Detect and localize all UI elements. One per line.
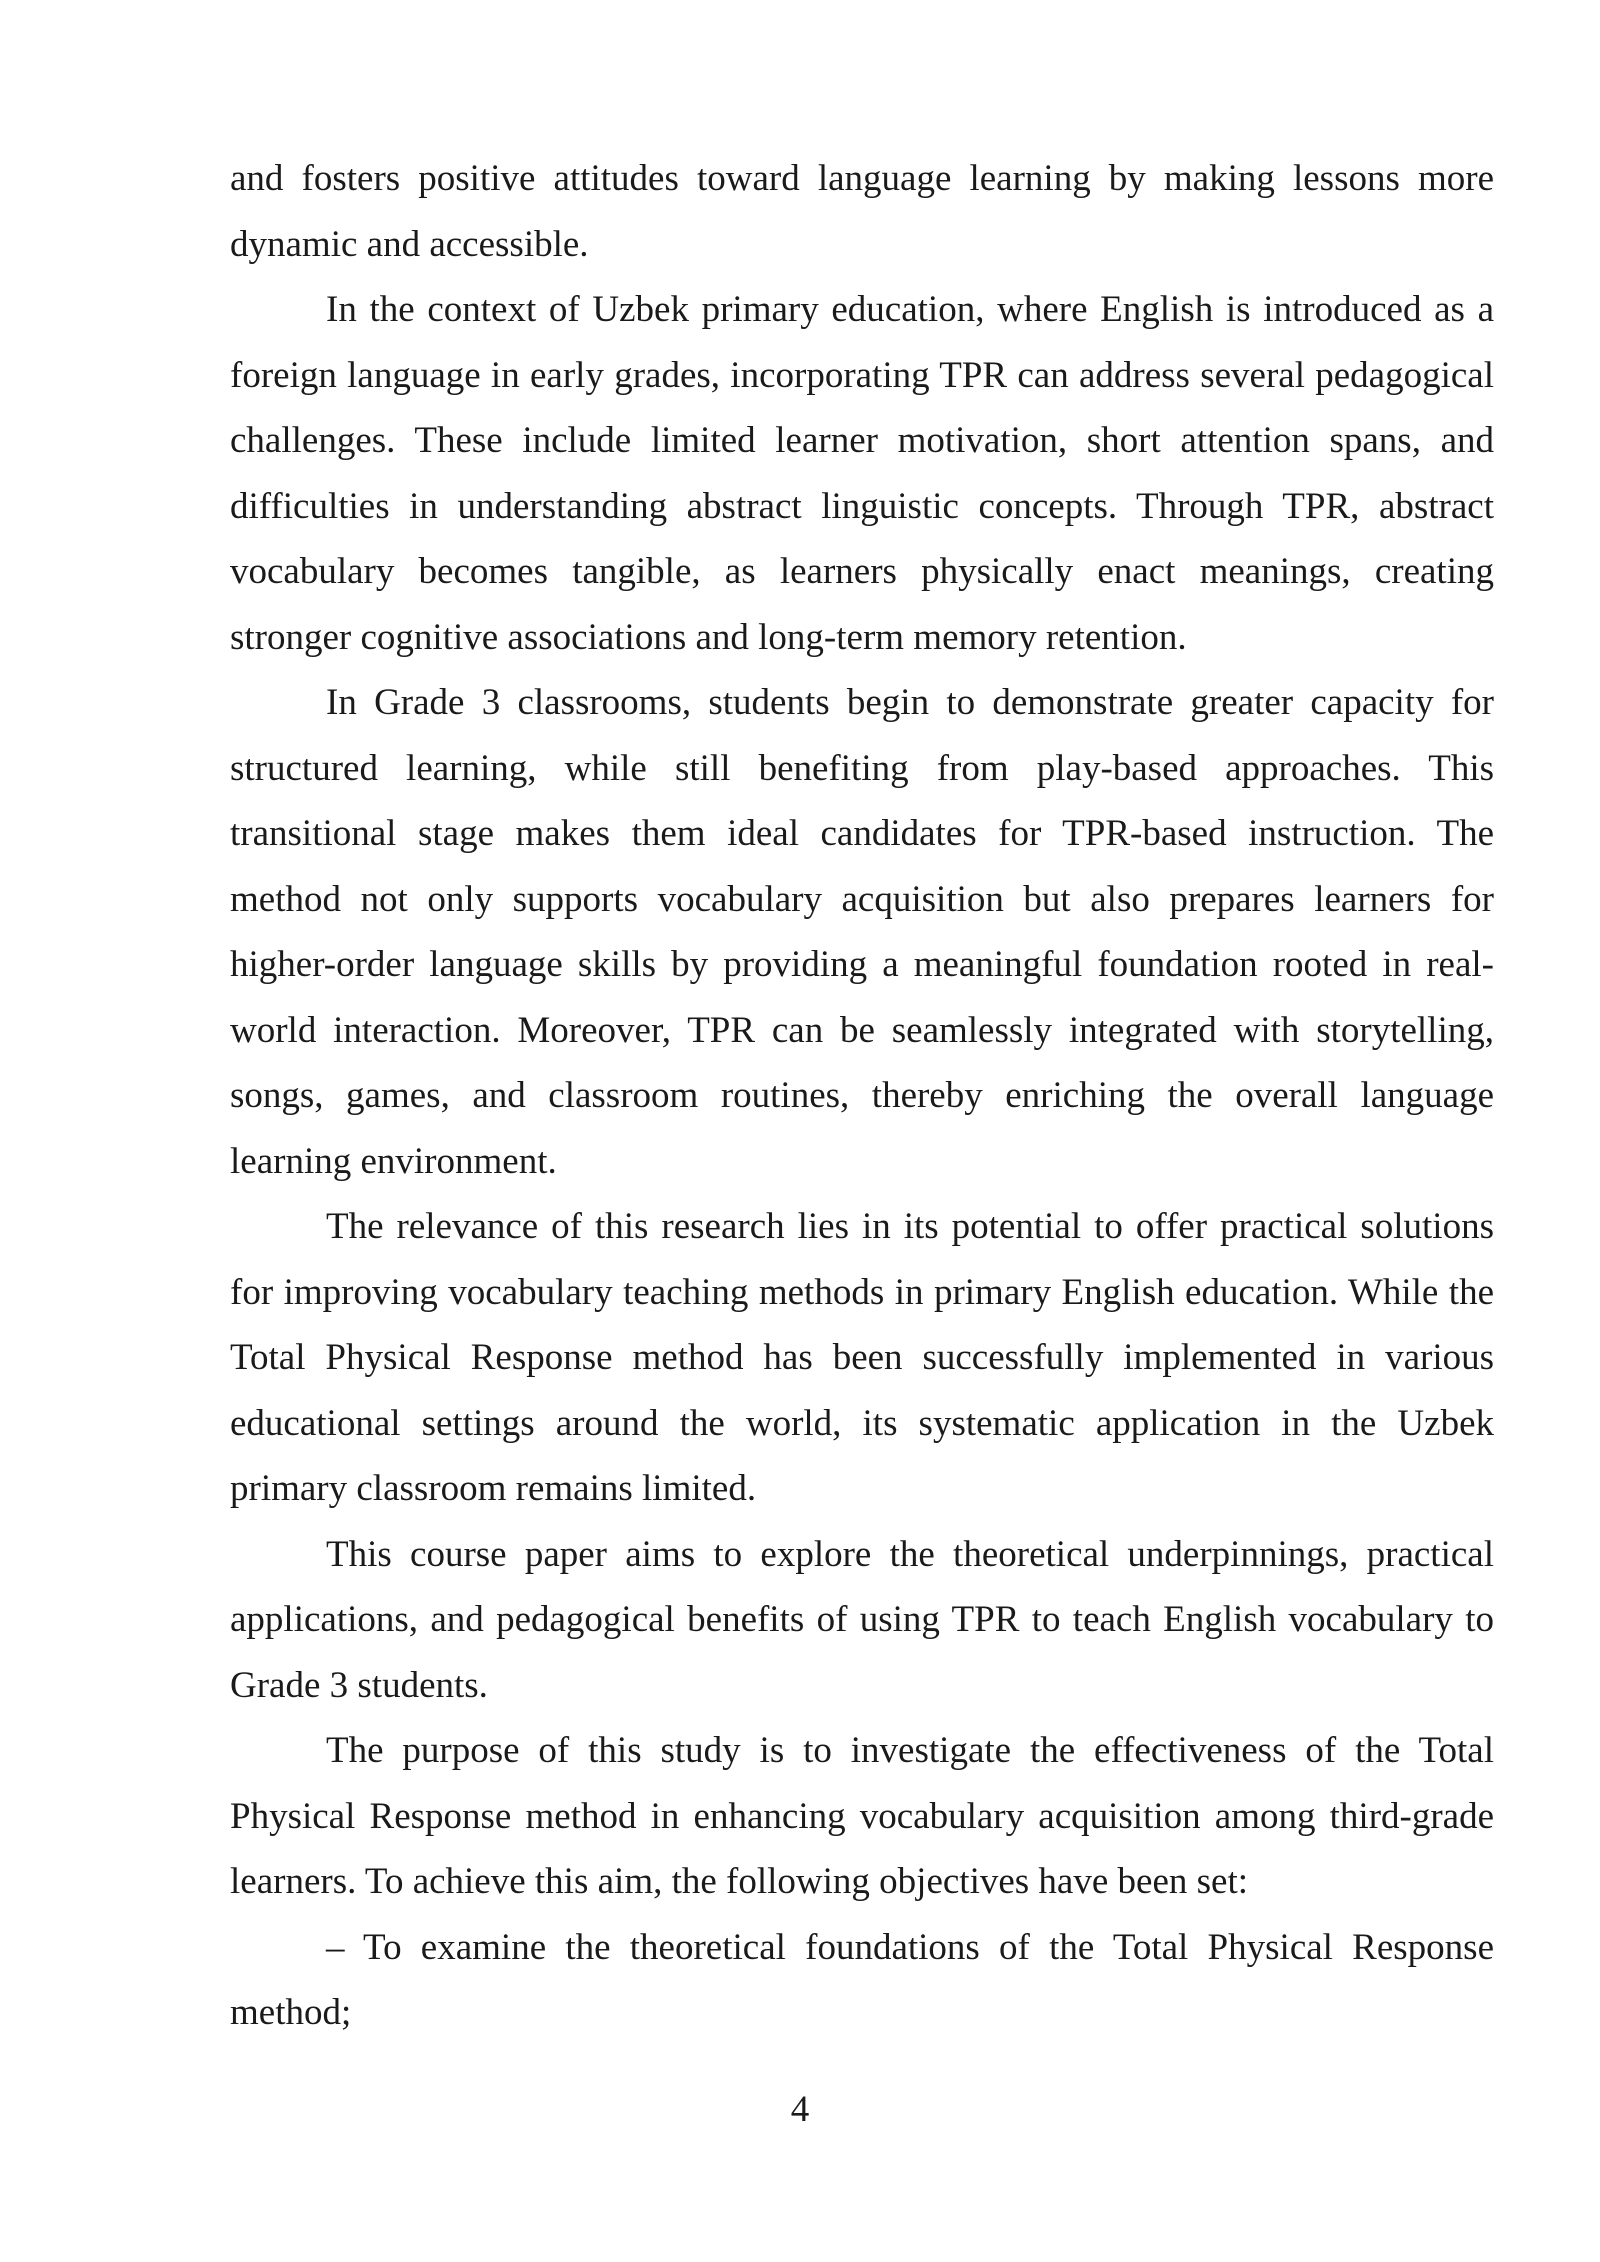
body-text	[230, 146, 1494, 2046]
paragraph-continuation: and fosters positive attitudes toward language learning by making lessons more dynamic and accessible.	[230, 158, 1494, 265]
paragraph-purpose: The purpose of this study is to investigate the effectiveness of the Total Physical Response method in enhancing vocabulary acquisition among third-grade learners. To achieve this aim, the following objectives have been set:	[230, 1730, 1494, 1902]
page-number: 4	[790, 2089, 810, 2130]
paragraph-grade3: In Grade 3 classrooms, students begin to demonstrate greater capacity for structured learning, while still benefiting from play-based approaches. This transitional stage makes them ideal candidates for TPR-based instruction. The method not only supports vocabulary acquisition but also prepares learners for higher-order language skills by providing a meaningful foundation rooted in real-world interaction. Moreover, TPR can be seamlessly integrated with storytelling, songs, games, and classroom routines, thereby enriching the overall language learning environment.	[230, 682, 1494, 1182]
paragraph-context: In the context of Uzbek primary education, where English is introduced as a foreign language in early grades, incorporating TPR can address several pedagogical challenges. These include limited learner motivation, short attention spans, and difficulties in understanding abstract linguistic concepts. Through TPR, abstract vocabulary becomes tangible, as learners physically enact meanings, creating stronger cognitive associations and long-term memory retention.	[230, 289, 1494, 658]
objective-list-item: – To examine the theoretical foundations of the Total Physical Response method;	[230, 1926, 1494, 2033]
paragraph-relevance: The relevance of this research lies in its potential to offer practical solutions for improving vocabulary teaching methods in primary English education. While the Total Physical Response method has been successfully implemented in various educational settings around the world, its systematic application in the Uzbek primary classroom remains limited.	[230, 1206, 1494, 1509]
paragraph-aims: This course paper aims to explore the theoretical underpinnings, practical applications, and pedagogical benefits of using TPR to teach English vocabulary to Grade 3 students.	[230, 1533, 1494, 1706]
